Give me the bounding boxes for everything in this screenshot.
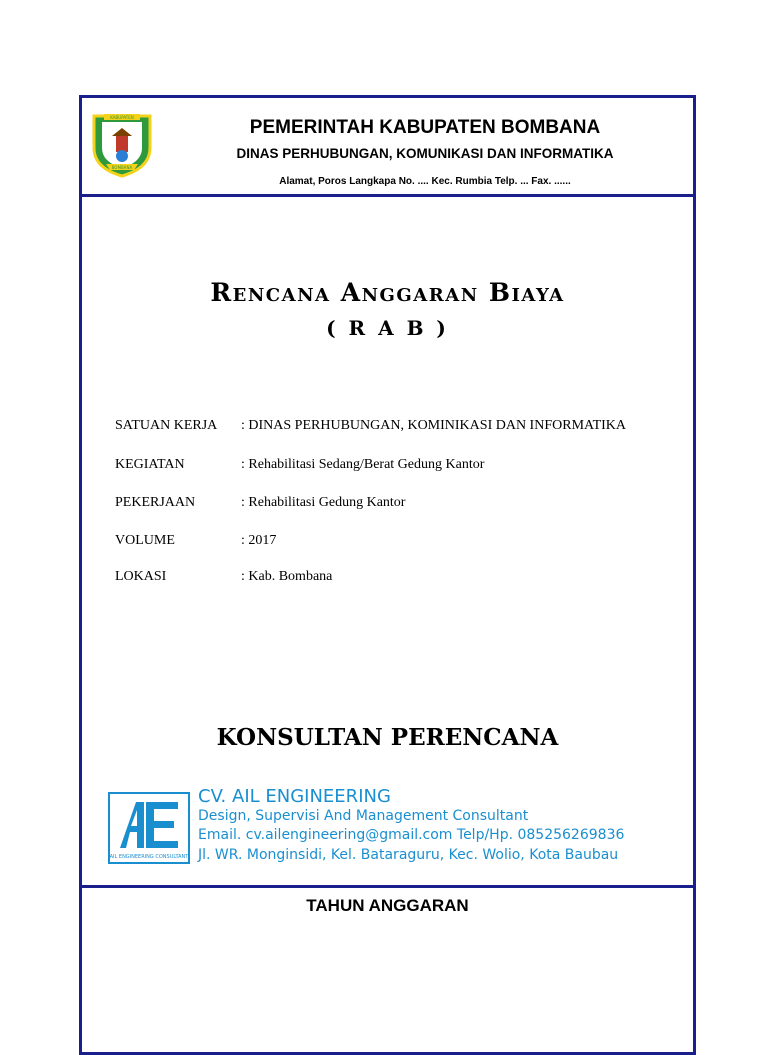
info-label: LOKASI (115, 569, 167, 584)
ae-monogram-icon (110, 794, 188, 862)
consultant-tagline: Design, Supervisi And Management Consultant (198, 808, 529, 824)
consultant-address: Jl. WR. Monginsidi, Kel. Bataraguru, Kec. Wolio, Kota Baubau (198, 847, 619, 863)
ail-engineering-logo (108, 792, 190, 864)
info-label: PEKERJAAN (115, 495, 196, 510)
footer-divider (79, 885, 696, 888)
document-title: Rencana Anggaran Biaya (210, 278, 565, 307)
consultant-name: CV. AIL ENGINEERING (198, 786, 391, 807)
logo-bottom-text: BOMBANA (111, 165, 133, 170)
info-label: VOLUME (115, 533, 175, 548)
info-value: : DINAS PERHUBUNGAN, KOMINIKASI DAN INFORMATIKA (241, 418, 627, 433)
info-label: SATUAN KERJA (115, 418, 218, 433)
info-value: : Rehabilitasi Sedang/Berat Gedung Kantor (241, 457, 485, 472)
info-label: KEGIATAN (115, 457, 185, 472)
info-row-pekerjaan (115, 495, 675, 515)
department-name: DINAS PERHUBUNGAN, KOMUNIKASI DAN INFORMATIKA (236, 146, 614, 161)
info-row-kegiatan (115, 457, 675, 477)
consultant-contact: Email. cv.ailengineering@gmail.com Telp/Hp. 085256269836 (198, 827, 625, 843)
department-address: Alamat, Poros Langkapa No. .... Kec. Rumbia Telp. ... Fax. ...... (279, 176, 571, 187)
info-value: : Kab. Bombana (241, 569, 333, 584)
bombana-coat-of-arms-logo (86, 108, 158, 178)
info-row-lokasi (115, 569, 675, 589)
budget-year-label: TAHUN ANGGARAN (306, 896, 469, 915)
government-title: PEMERINTAH KABUPATEN BOMBANA (249, 117, 601, 138)
info-row-volume (115, 533, 675, 553)
ail-logo-caption: AIL ENGINEERING CONSULTANT (110, 854, 188, 860)
info-value: : Rehabilitasi Gedung Kantor (241, 495, 406, 510)
info-row-satuan-kerja (115, 418, 675, 438)
logo-top-text: KABUPATEN (110, 115, 134, 120)
info-value: : 2017 (241, 533, 277, 548)
consultant-heading: KONSULTAN PERENCANA (216, 724, 559, 751)
document-subtitle: ( R A B ) (326, 316, 449, 340)
header-divider (79, 194, 696, 197)
